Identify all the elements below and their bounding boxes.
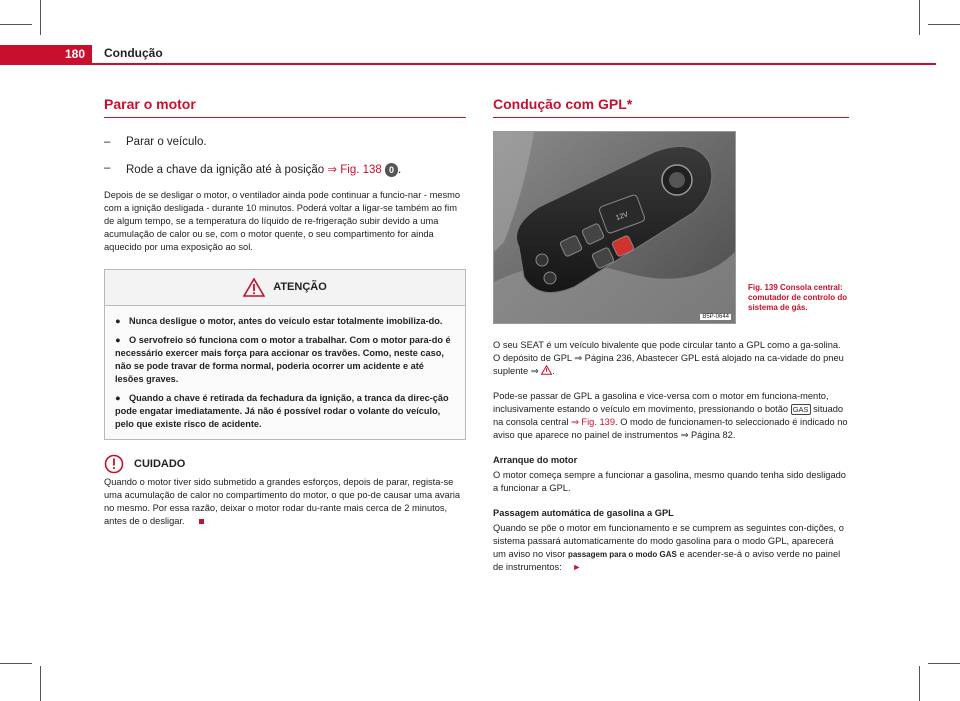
fan-paragraph: Depois de se desligar o motor, o ventilador ainda pode continuar a funcio-nar - mesmo com a ignição desligada - durante 10 minutos. Poderá voltar a ligar-se também ao fim de algum tempo, se a temperatura do líquido de re-frigeração subir devido a uma acumulação de calor ou se, com o motor quente, o seu compartimento for ainda aquecido por uma exposição ao sol. bbox=[104, 189, 461, 252]
caution-header bbox=[104, 454, 466, 474]
figure-139 bbox=[493, 131, 849, 323]
section-heading-stop-engine: Parar o motor bbox=[104, 96, 466, 118]
step-2: – Rode a chave da ignição até à posição ⇒ Fig. 138 0 . bbox=[104, 162, 402, 176]
warning-item: ● O servofreio só funciona com o motor a trabalhar. Com o motor para-do é necessário exercer mais força para accionar os travões. Como, neste caso, não se pode travar de forma normal, poderia ocorrer um acidente e até lesões graves. bbox=[115, 334, 451, 384]
switching-paragraph: Pode-se passar de GPL a gasolina e vice-versa com o motor em funciona-mento, inclusivamente estando o veículo em movimento, pressionando o botão GAS situado na consola central ⇒ Fig. 139. O modo de funcionamen-to seleccionado é indicado no aviso que aparece no painel de instrumentos ⇒ Página 82. bbox=[493, 391, 848, 440]
engine-start-text: O motor começa sempre a funcionar a gasolina, mesmo quando tenha sido desligado a funcionar a GPL. bbox=[493, 470, 846, 493]
crop-mark bbox=[919, 0, 920, 35]
gas-switch-console-image bbox=[494, 132, 735, 323]
fig-139-link[interactable]: ⇒ Fig. 139 bbox=[571, 417, 616, 427]
crop-mark bbox=[928, 24, 960, 25]
crop-mark bbox=[0, 24, 32, 25]
step-1: – Parar o veículo. bbox=[104, 136, 207, 148]
section-end-marker bbox=[199, 519, 204, 524]
key-position-badge: 0 bbox=[385, 163, 398, 177]
right-column bbox=[493, 96, 849, 574]
figure-code: B5P-0644 bbox=[702, 314, 729, 320]
crop-mark bbox=[919, 666, 920, 701]
console-photo bbox=[493, 131, 736, 324]
crop-mark bbox=[40, 666, 41, 701]
auto-switch-text: Quando se põe o motor em funcionamento e se cumprem as seguintes con-dições, o sistema passará automaticamente do modo gasolina para o modo GPL, aparecerá um aviso no visor passagem para o modo GAS e acender-se-á o aviso verde no painel de instrumentos: ► bbox=[493, 523, 844, 572]
warning-header bbox=[105, 270, 465, 306]
warning-triangle-icon bbox=[243, 278, 265, 297]
continue-arrow-icon: ► bbox=[572, 562, 582, 572]
step-1-text: Parar o veículo. bbox=[126, 136, 207, 148]
fig-138-link[interactable]: ⇒ Fig. 138 bbox=[327, 164, 382, 176]
crop-mark bbox=[928, 663, 960, 664]
warning-item: ● Nunca desligue o motor, antes do veículo estar totalmente imobiliza-do. bbox=[115, 315, 443, 326]
warning-title: ATENÇÃO bbox=[273, 281, 327, 294]
caution-text: Quando o motor tiver sido submetido a grandes esforços, depois de parar, regista-se uma acumulação de calor no compartimento do motor, o que po-de causar uma avaria no mesmo. Por essa razão, deixar o motor rodar du-rante mais cerca de 2 minutos, antes de o desligar. bbox=[104, 476, 461, 526]
figure-caption: Fig. 139 Consola central: comutador de controlo do sistema de gás. bbox=[748, 283, 848, 312]
warning-item: ● Quando a chave é retirada da fechadura da ignição, a tranca da direc-ção pode engatar imediatamente. Já não é possível rodar o volante do veículo, pelo que existe risco de acidente. bbox=[115, 392, 449, 429]
page-number: 180 bbox=[0, 45, 92, 64]
crop-mark bbox=[40, 0, 41, 35]
subheading-auto-switch: Passagem automática de gasolina a GPL bbox=[493, 508, 674, 518]
section-heading-lpg: Condução com GPL* bbox=[493, 96, 849, 118]
caution-circle-icon bbox=[104, 454, 124, 474]
display-message: passagem para o modo GAS bbox=[567, 550, 677, 559]
socket-label: 12V bbox=[615, 211, 630, 223]
warning-box bbox=[104, 269, 466, 440]
step-2-text: Rode a chave da ignição até à posição bbox=[126, 164, 325, 176]
chapter-title: Condução bbox=[104, 46, 163, 60]
caution-title: CUIDADO bbox=[134, 457, 186, 470]
gas-button-key: GAS bbox=[792, 405, 809, 414]
subheading-engine-start: Arranque do motor bbox=[493, 455, 578, 465]
header-rule bbox=[0, 63, 936, 65]
warning-triangle-icon bbox=[541, 365, 552, 375]
crop-mark bbox=[0, 663, 32, 664]
lpg-intro-paragraph: O seu SEAT é um veículo bivalente que pode circular tanto a GPL como a ga-solina. O depósito de GPL ⇒ Página 236, Abastecer GPL está alojado na ca-vidade do pneu suplente ⇒ . bbox=[493, 340, 844, 376]
left-column bbox=[104, 96, 466, 528]
